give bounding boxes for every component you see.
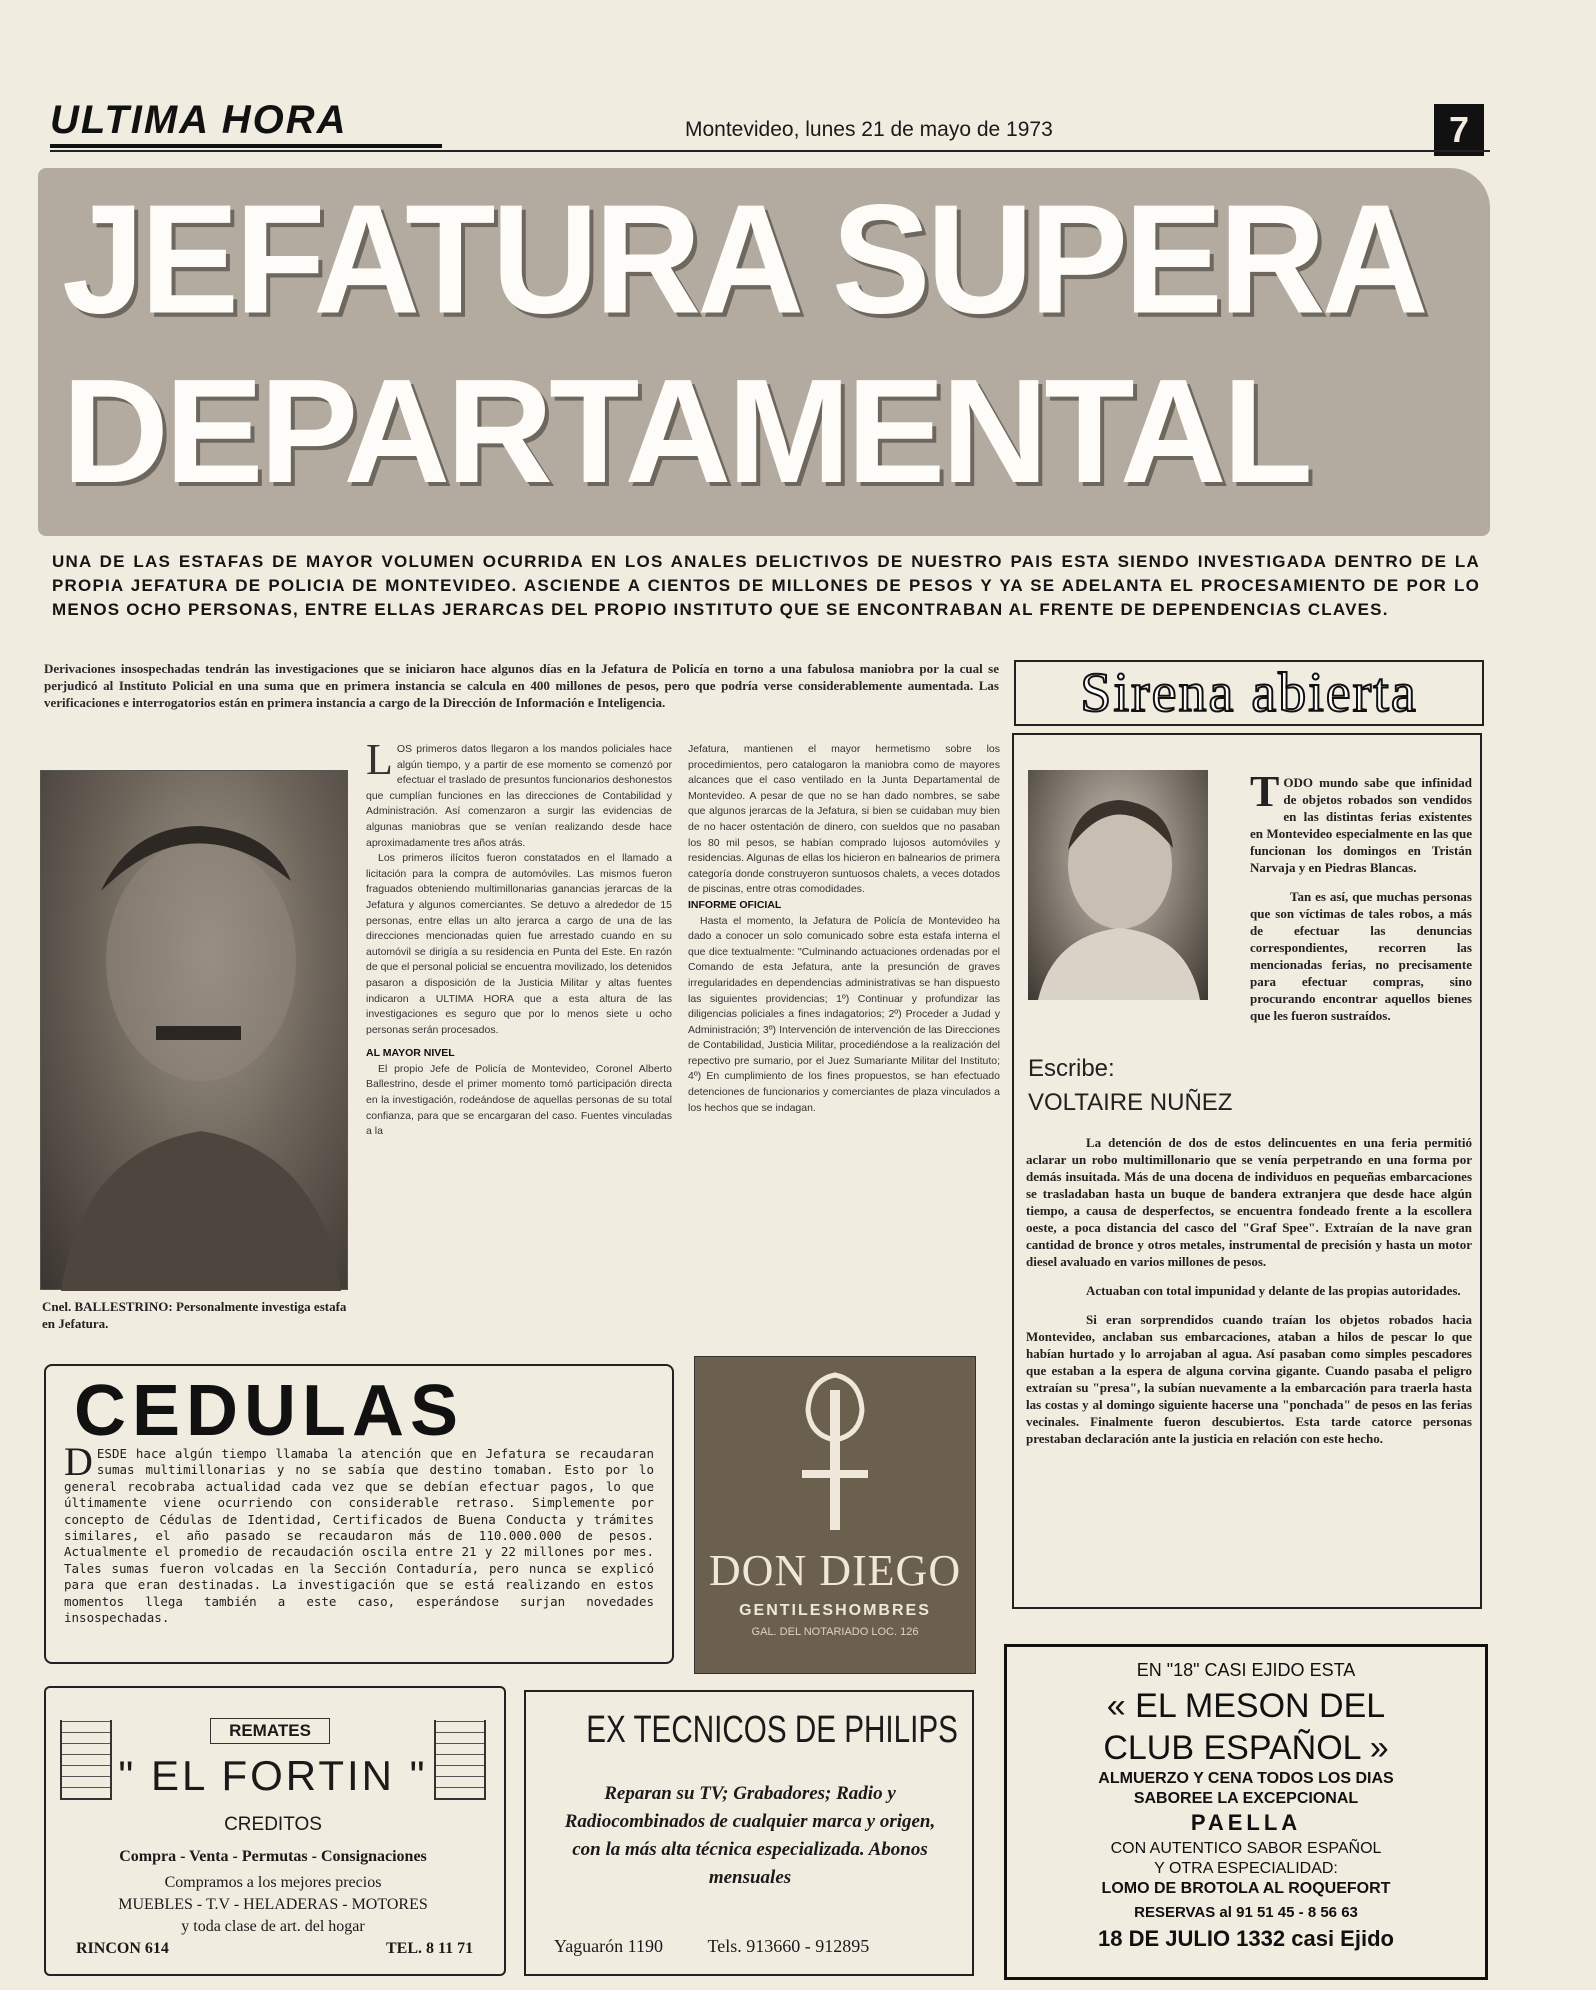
sirena-paragraph: Tan es así, que muchas personas que son víctimas de tales robos, a más de efectuar las denuncias correspondientes, recorren las mencionadas ferias, no precisamente para efectuar compras, sino procurando encontrar aquellos bienes que les fueron sustraídos. — [1250, 889, 1472, 1023]
sword-icon — [780, 1370, 890, 1540]
cedulas-title: CEDULAS — [74, 1371, 465, 1451]
meson-top: EN "18" CASI EJIDO ESTA — [1136, 1660, 1356, 1680]
article-paragraph: Los primeros ilícitos fueron constatados en el llamado a licitación para la compra de automóviles. Las mismos fueron fraguados obteniendo multimillonarias ganancias jerarcas de la Jefatura y algunos comerciantes. Se detuvo a alrededor de 15 personas, entre ellas un alto jerarca a cargo de una de las direcciones mencionadas quien fue arrestado cuando en su automóvil se dirigía a su residencia en Punta del Este. En razón de que el personal policial se encuentra movilizado, los detenidos pasaron a disposición de la Justicia Militar y altas fuentes indicaron a ULTIMA HORA que a esta altura de las investigaciones es seguro que por lo menos siete u ocho personas serán procesados. — [366, 852, 672, 1036]
fortin-creditos: CREDITOS — [224, 1814, 322, 1835]
article-column-1 — [366, 735, 672, 1140]
ballestrino-photo — [40, 770, 348, 1290]
page-number: 7 — [1434, 104, 1484, 156]
article-column-2 — [688, 742, 1000, 1116]
dropcap: T — [1250, 767, 1280, 816]
don-diego-address: GAL. DEL NOTARIADO LOC. 126 — [751, 1626, 919, 1638]
article-paragraph: Hasta el momento, la Jefatura de Policía de Montevideo ha dado a conocer un solo comunicado sobre esta estafa interna el que dice textualmente: "Culminando actuaciones ordenadas por el Comando de esta Jefatura, ante la presunción de graves irregularidades en dependencias administrativas se han dispuesto las siguientes providencias; 1º) Continuar y profundizar las diligencias policiales a fines indagatorios; 2º) Proceder a Judad y Administración; 3º) Intervención de intervención de las Direcciones de Contabilidad, Justicia Militar, procediéndose a la realización del repectivo pre sumario, por el Juez Sumariante Militar del Instituto; 4º) En cumplimiento de los fines propuestos, se han efectuado detenciones de funcionarios y comerciantes de plaza vinculados a los hechos que se indagan. — [688, 914, 1000, 1114]
byline-author: VOLTAIRE NUÑEZ — [1028, 1089, 1233, 1116]
philips-body: Reparan su TV; Grabadores; Radio y Radiocombinados de cualquier marca y origen, con la más alta técnica especializada. Abonos mensuales — [564, 1783, 936, 1888]
philips-address: Yaguarón 1190 — [554, 1936, 664, 1956]
meson-reservas: RESERVAS al 91 51 45 - 8 56 63 — [1134, 1904, 1358, 1921]
meson-line: Y OTRA ESPECIALIDAD: — [1154, 1860, 1338, 1877]
cedulas-body — [64, 1439, 654, 1626]
masthead-logo: ULTIMA HORA — [50, 98, 442, 148]
don-diego-name: DON DIEGO — [708, 1546, 962, 1595]
fortin-line: y toda clase de art. del hogar — [181, 1918, 365, 1935]
masthead-rule — [50, 150, 1490, 152]
meson-address: 18 DE JULIO 1332 casi Ejido — [1098, 1926, 1394, 1951]
subhead: AL MAYOR NIVEL — [366, 1047, 455, 1060]
meson-line: CON AUTENTICO SABOR ESPAÑOL — [1110, 1840, 1382, 1857]
byline — [1028, 1052, 1232, 1120]
byline-label: Escribe: — [1028, 1055, 1115, 1082]
portrait-silhouette-icon — [41, 771, 349, 1291]
fortin-phone: TEL. 8 11 71 — [386, 1940, 474, 1957]
philips-footer — [554, 1934, 974, 1958]
headline-line-2: DEPARTAMENTAL — [62, 349, 1309, 514]
philips-phones: Tels. 913660 - 912895 — [707, 1936, 870, 1956]
fortin-line: MUEBLES - T.V - HELADERAS - MOTORES — [118, 1896, 428, 1913]
don-diego-sub: GENTILESHOMBRES — [739, 1602, 931, 1619]
fortin-address: RINCON 614 — [76, 1940, 169, 1957]
sirena-abierta-logo: Sirena abierta — [1014, 660, 1484, 726]
dropcap: D — [64, 1439, 93, 1484]
subhead: INFORME OFICIAL — [688, 898, 782, 911]
dropcap: L — [366, 735, 393, 784]
meson-name-1: « EL MESON DEL — [1106, 1687, 1386, 1725]
fortin-name: " EL FORTIN " — [118, 1752, 428, 1799]
article-lede: Derivaciones insospechadas tendrán las investigaciones que se iniciaron hace algunos días en la Jefatura de Policía en torno a una fabulosa maniobra por la cual se perjudicó al Instituto Policial en una suma que en primera instancia se calcula en 400 millones de pesos, pero que podría verse considerablemente aumentada. Las verificaciones e interrogatorios están en primera instancia a cargo de la Dirección de Información e Inteligencia. — [44, 661, 999, 710]
headline-banner — [38, 168, 1490, 536]
meson-line: LOMO DE BROTOLA AL ROQUEFORT — [1101, 1880, 1391, 1897]
article-deck: UNA DE LAS ESTAFAS DE MAYOR VOLUMEN OCURRIDA EN LOS ANALES DELICTIVOS DE NUESTRO PAIS ESTA SIENDO INVESTIGADA DENTRO DE LA PROPIA JEFATURA DE POLICIA DE MONTEVIDEO. ASCIENDE A CIENTOS DE MILLONES DE PESOS Y YA SE ADELANTA EL PROCESAMIENTO DE POR LO MENOS OCHO PERSONAS, ENTRE ELLAS JERARCAS DEL PROPIO INSTITUTO QUE SE ENCONTRABAN AL FRENTE DE DEPENDENCIAS CLAVES. — [52, 552, 1480, 619]
sirena-paragraph: La detención de dos de estos delincuentes en una feria permitió aclarar un robo multimillonario que se venía perpetrando en una forma por demás insuitada. Más de una docena de individuos en pequeñas embarcaciones se trasladaban hasta un buque de bandera extranjera que desde hace algún tiempo, a causa de desperfectos, se encuentra fondeado frente a la escollera oeste, a poca distancia del casco del "Graf Spee". Extraían de la nave gran cantidad de bronce y otros metales, instrumental de precisión y hasta un motor diesel avaluado en varios millones de pesos. — [1026, 1135, 1472, 1269]
author-photo — [1028, 770, 1208, 1000]
sirena-intro — [1250, 767, 1472, 1024]
article-paragraph: Jefatura, mantienen el mayor hermetismo sobre los procedimientos, pero catalogaron la maniobra como de mayores alcances que el caso ventilado en la Junta Departamental de Montevideo. A pesar de que no se han dado nombres, se sabe que algunos jerarcas de la Jefatura, si bien se cuidaban muy bien de no hacer ostentación de dinero, con sueldos que no pasaban los 80 mil pesos, se habían comprado lujosos automóviles y residencias. Algunas de ellas los hicieron en balnearios de primera categoría donde construyeron suntuosos chalets, a veces dotados de piscinas, entre otras comodidades. — [688, 743, 1000, 896]
photo-caption: Cnel. BALLESTRINO: Personalmente investiga estafa en Jefatura. — [42, 1299, 347, 1331]
fortin-remates: REMATES — [210, 1718, 330, 1744]
meson-line: SABOREE LA EXCEPCIONAL — [1133, 1790, 1359, 1807]
article-paragraph: El propio Jefe de Policía de Montevideo, Coronel Alberto Ballestrino, desde el primer momento tomó participación directa en la investigación, rodeándose de aquellas personas de su total confianza, para que se encargaran del caso. Fuentes vinculadas a la — [366, 1062, 672, 1138]
sirena-paragraph: Actuaban con total impunidad y delante de las propias autoridades. — [1086, 1283, 1461, 1298]
headline-line-1: JEFATURA SUPERA — [62, 172, 1425, 347]
sirena-body — [1026, 1134, 1472, 1459]
article-paragraph: OS primeros datos llegaron a los mandos policiales hace algún tiempo, y a partir de ese momento se comenzó por efectuar el traslado de presuntos funcionarios deshonestos que cumplían funciones en las direcciones de Contabilidad y Administración. Así comenzaron a surgir las evidencias de algunas maniobras que se venían realizando desde hace aproximadamente tres años atrás. — [366, 743, 672, 849]
meson-dish: PAELLA — [1190, 1810, 1302, 1835]
fortin-line: Compramos a los mejores precios — [164, 1874, 382, 1891]
issue-date: Montevideo, lunes 21 de mayo de 1973 — [685, 118, 1053, 141]
portrait-silhouette-icon — [1028, 770, 1208, 1000]
meson-line: ALMUERZO Y CENA TODOS LOS DIAS — [1098, 1770, 1394, 1787]
cedulas-text: ESDE hace algún tiempo llamaba la atención que en Jefatura se recaudaran sumas multimillonarias y no se sabía que destino tomaban. Esto por lo general recobraba actualidad cada vez que se debían efectuar pagos, lo que últimamente viene ocurriendo con considerable retraso. Simplemente por concepto de Cédulas de Identidad, Certificados de Buena Conducta y trámites similares, el año pasado se recaudaron más de 110.000.000 de pesos. Actualmente el promedio de recaudación oscila entre 21 y 22 millones por mes. Tales sumas fueron volcadas en la Sección Contaduría, pero nunca se explicó para que eran destinadas. La investigación que se está realizando en estos momentos llega también a este caso, esperándose surjan novedades insospechadas. — [64, 1446, 654, 1626]
sirena-paragraph: Si eran sorprendidos cuando traían los objetos robados hacia Montevideo, anclaban sus embarcaciones, ataban a hilos de pescar lo que habían hurtado y lo arrojaban al agua. Así pasaban como simples pescadores que estaban a la espera de alguna corvina gigante. Cuando pasaba el peligro extraían su "presa", la subían nuevamente a la embarcación para traerla hasta las costas y al domingo siguiente hacerse una "ponchada" de pesos en las ferias vecinales. Finalmente fueron descubiertos. Esta tarde catorce personas prestaban declaración ante la justicia en relación con este hecho. — [1026, 1312, 1472, 1446]
philips-title: EX TECNICOS DE PHILIPS — [586, 1709, 958, 1751]
fortin-services: Compra - Venta - Permutas - Consignaciones — [119, 1848, 427, 1865]
sirena-paragraph: ODO mundo sabe que infinidad de objetos robados son vendidos en las distintas ferias existentes en Montevideo especialmente en las que funcionan los domingos en Tristán Narvaja y en Piedras Blancas. — [1250, 775, 1472, 875]
meson-name-2: CLUB ESPAÑOL » — [1103, 1729, 1389, 1767]
